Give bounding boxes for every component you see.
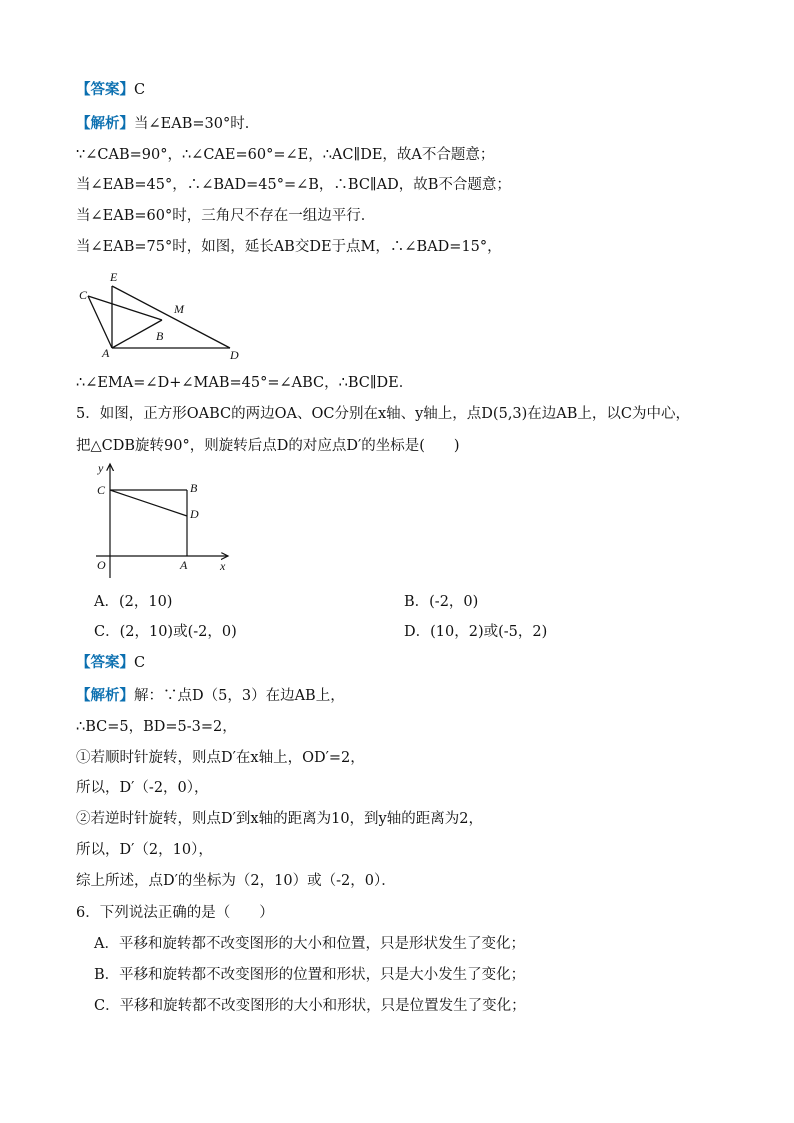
label-m: M — [174, 302, 184, 316]
q4-analysis-line-5: 当∠EAB=75°时，如图，延长AB交DE于点M，∴∠BAD=15°， — [76, 239, 502, 255]
answer-tag: 【答案】 — [76, 655, 134, 671]
q6-option-b: B．平移和旋转都不改变图形的位置和形状，只是大小发生了变化； — [94, 967, 526, 983]
label-a: A — [102, 346, 110, 360]
label-b: B — [190, 481, 198, 495]
answer-value: C — [134, 82, 146, 98]
label-e: E — [110, 270, 118, 284]
label-c: C — [97, 483, 106, 497]
analysis-text: 当∠EAB=30°时． — [134, 116, 260, 132]
label-a: A — [180, 558, 188, 572]
q4-answer — [76, 80, 145, 100]
analysis-tag: 【解析】 — [76, 688, 134, 704]
label-o: O — [97, 558, 106, 572]
triangle-figure — [76, 268, 256, 364]
answer-tag: 【答案】 — [76, 82, 134, 98]
q5-analysis-line-4: 所以，D′（-2，0）， — [76, 780, 209, 796]
label-c: C — [79, 288, 88, 302]
coordinate-figure — [90, 458, 240, 578]
q5-stem-line-1: 5．如图，正方形OABC的两边OA、OC分别在x轴、y轴上，点D(5,3)在边AB上，以C为中心， — [76, 406, 691, 422]
q4-analysis-line-4: 当∠EAB=60°时，三角尺不存在一组边平行． — [76, 208, 376, 224]
q4-conclusion: ∴∠EMA=∠D+∠MAB=45°=∠ABC，∴BC∥DE． — [76, 375, 414, 391]
q6-option-a: A．平移和旋转都不改变图形的大小和位置，只是形状发生了变化； — [94, 936, 525, 952]
q5-option-c: C．(2，10)或(-2，0) — [94, 624, 237, 640]
label-b: B — [156, 329, 164, 343]
q5-analysis-line-2: ∴BC=5，BD=5-3=2， — [76, 719, 237, 735]
label-d: D — [190, 507, 199, 521]
q4-analysis-line-2: ∵∠CAB=90°，∴∠CAE=60°=∠E，∴AC∥DE，故A不合题意； — [76, 147, 495, 163]
q5-option-b: B．(-2，0) — [404, 594, 479, 610]
q5-option-a: A．(2，10) — [94, 594, 173, 610]
label-d: D — [230, 348, 239, 362]
q5-analysis-line-6: 所以，D′（2，10）， — [76, 842, 213, 858]
analysis-text: 解：∵点D（5，3）在边AB上， — [134, 688, 345, 704]
q5-option-d: D．(10，2)或(-5，2) — [404, 624, 548, 640]
analysis-tag: 【解析】 — [76, 116, 134, 132]
label-x: x — [220, 559, 226, 573]
q5-answer — [76, 653, 145, 673]
answer-value: C — [134, 655, 146, 671]
q5-stem-line-2: 把△CDB旋转90°，则旋转后点D的对应点D′的坐标是( ) — [76, 438, 460, 454]
q6-option-c: C．平移和旋转都不改变图形的大小和形状，只是位置发生了变化； — [94, 998, 526, 1014]
q6-stem: 6．下列说法正确的是（ ） — [76, 905, 274, 921]
q5-analysis-line-7: 综上所述，点D′的坐标为（2，10）或（-2，0）． — [76, 873, 396, 889]
q5-analysis-line-5: ②若逆时针旋转，则点D′到x轴的距离为10，到y轴的距离为2， — [76, 811, 483, 827]
label-y: y — [98, 461, 104, 475]
q5-analysis-line-1 — [76, 686, 345, 706]
q4-analysis-line-1 — [76, 114, 259, 134]
q4-analysis-line-3: 当∠EAB=45°，∴∠BAD=45°=∠B，∴BC∥AD，故B不合题意； — [76, 177, 511, 193]
q5-analysis-line-3: ①若顺时针旋转，则点D′在x轴上，OD′=2， — [76, 750, 365, 766]
